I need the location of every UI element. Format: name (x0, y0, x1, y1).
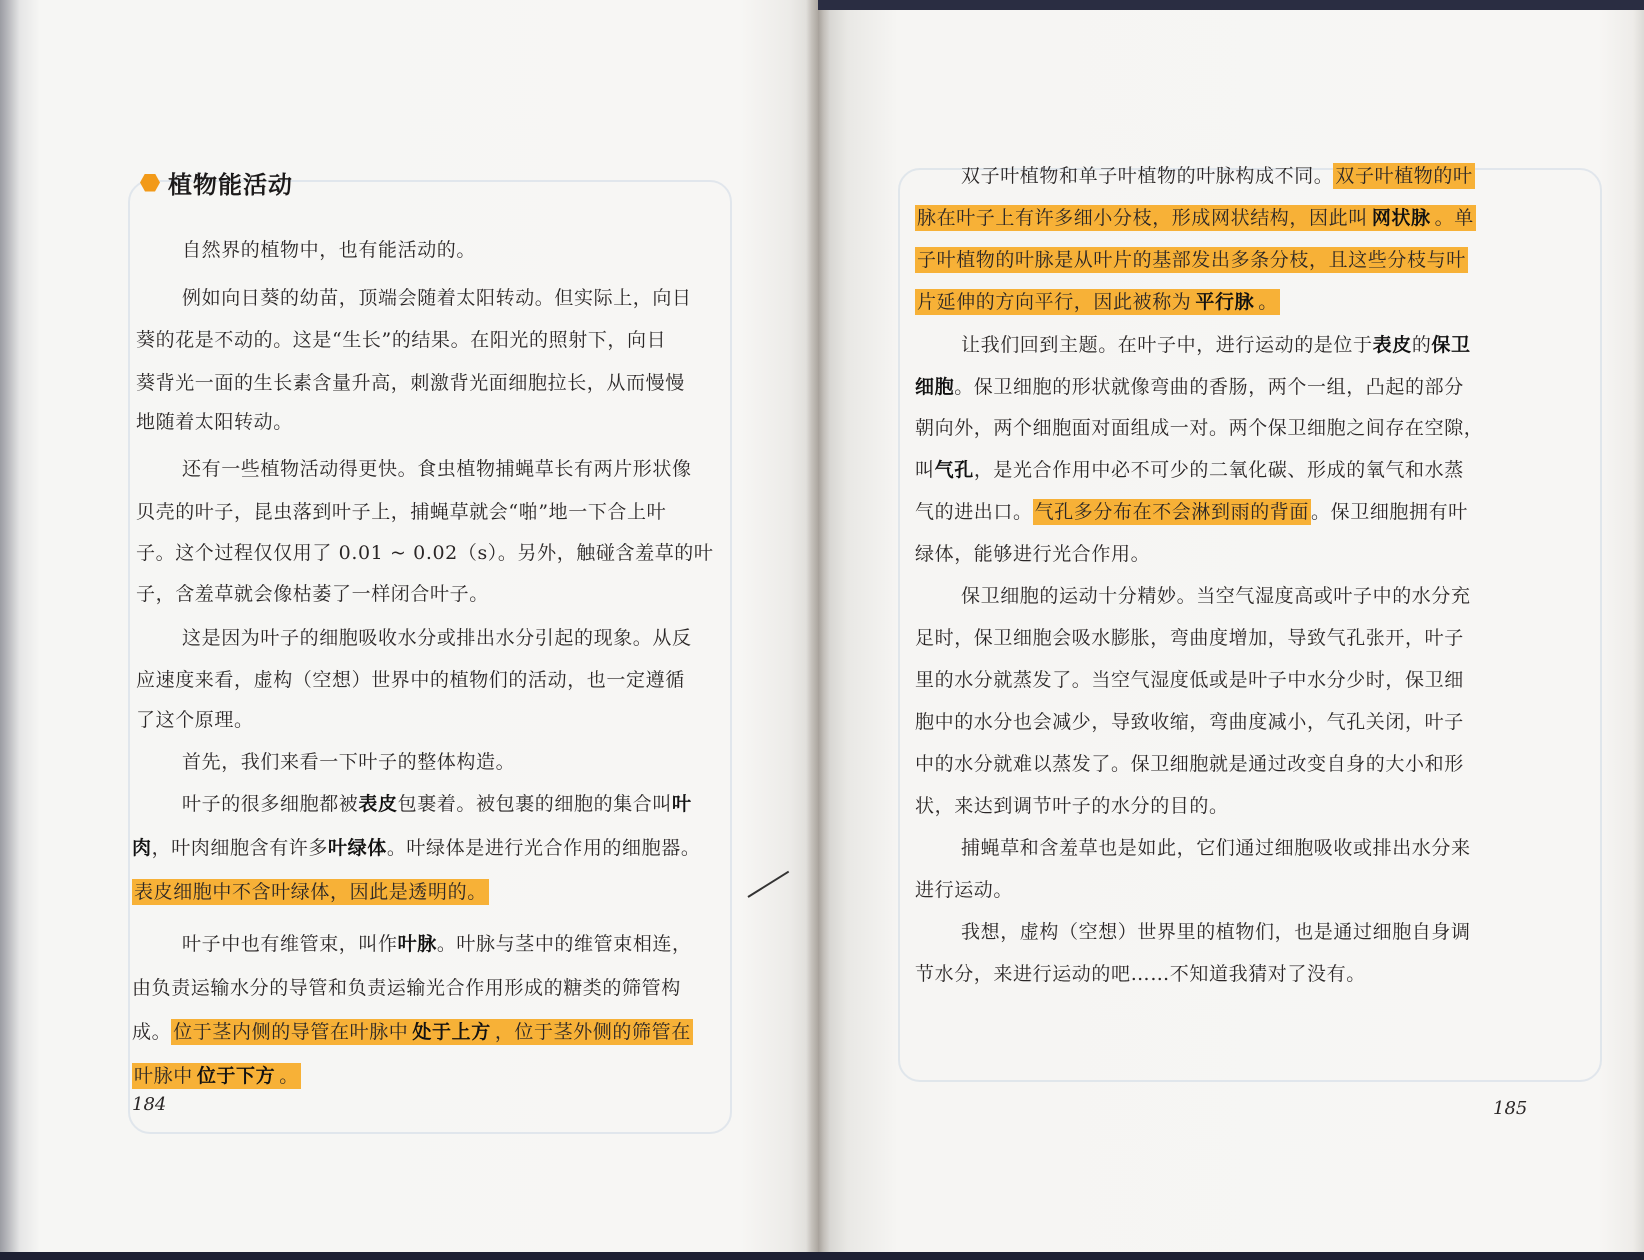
highlighted-text: ，位于茎外侧的筛管在 (494, 1021, 691, 1043)
text-segment: 胞中的水分也会减少，导致收缩，弯曲度减小，气孔关闭，叶子 (915, 711, 1464, 733)
text-line (182, 452, 692, 486)
text-segment: ，是光合作用中必不可少的二氧化碳、形成的氧气和水蒸 (973, 459, 1464, 481)
text-segment: 子，含羞草就会像枯萎了一样闭合叶子。 (136, 583, 489, 605)
text-line (961, 159, 1475, 193)
text-line (915, 663, 1464, 697)
text-segment: 状，来达到调节叶子的水分的目的。 (915, 795, 1229, 817)
text-segment: 气的进出口。 (915, 501, 1033, 523)
text-segment: 地随着太阳转动。 (136, 411, 293, 433)
text-segment: 葵背光一面的生长素含量升高，刺激背光面细胞拉长，从而慢慢 (136, 372, 685, 394)
text-line (182, 621, 692, 655)
text-segment: 双子叶植物和单子叶植物的叶脉构成不同。 (961, 165, 1334, 187)
book-top-edge (818, 0, 1644, 10)
text-segment: 绿体，能够进行光合作用。 (915, 543, 1151, 565)
highlighted-text: 处于上方 (412, 1021, 491, 1043)
text-segment: 我想，虚构（空想）世界里的植物们，也是通过细胞自身调 (961, 921, 1471, 943)
text-segment: 足时，保卫细胞会吸水膨胀，弯曲度增加，导致气孔张开，叶子 (915, 627, 1464, 649)
text-segment: 应速度来看，虚构（空想）世界中的植物们的活动，也一定遵循 (136, 669, 685, 691)
text-segment: 自然界的植物中，也有能活动的。 (182, 239, 477, 261)
text-line (132, 831, 700, 865)
bold-term: 细胞 (915, 376, 955, 398)
text-segment: 包裹着。被包裹的细胞的集合叫 (397, 793, 673, 815)
highlighted-text: 。 (1258, 291, 1278, 313)
text-line (961, 579, 1471, 613)
text-line (132, 971, 681, 1005)
text-segment: 里的水分就蒸发了。当空气湿度低或是叶子中水分少时，保卫细 (915, 669, 1464, 691)
text-segment: 的 (1411, 334, 1432, 356)
text-segment: 成。 (132, 1021, 172, 1043)
bold-term: 叶 (672, 793, 692, 815)
text-segment: 葵的花是不动的。这是“生长”的结果。在阳光的照射下，向日 (136, 329, 667, 351)
text-segment: 由负责运输水分的导管和负责运输光合作用形成的糖类的筛管构 (132, 977, 681, 999)
text-segment: ，叶肉细胞含有许多 (151, 837, 329, 859)
text-line (182, 787, 692, 821)
section-title: 植物能活动 (168, 171, 293, 199)
left-page-number: 184 (132, 1094, 167, 1115)
text-line (915, 201, 1476, 235)
highlighted-text: 位于下方 (196, 1065, 276, 1087)
text-segment: 了这个原理。 (136, 709, 254, 731)
text-segment: 还有一些植物活动得更快。食虫植物捕蝇草长有两片形状像 (182, 458, 692, 480)
highlighted-text: 气孔多分布在不会淋到雨的背面 (1034, 501, 1310, 523)
text-line (915, 747, 1464, 781)
section-heading (140, 165, 293, 200)
highlighted-text: 叶脉中 (134, 1065, 193, 1087)
text-line (136, 405, 293, 439)
text-segment: 中的水分就难以蒸发了。保卫细胞就是通过改变自身的大小和形 (915, 753, 1464, 775)
text-segment: 捕蝇草和含羞草也是如此，它们通过细胞吸收或排出水分来 (961, 837, 1471, 859)
highlighted-text: 。单 (1434, 207, 1474, 229)
text-line (132, 875, 489, 909)
text-line (915, 453, 1464, 487)
highlighted-text: 子叶植物的叶脉是从叶片的基部发出多条分枝，且这些分枝与叶 (917, 249, 1466, 271)
right-page (818, 0, 1644, 1252)
text-line (915, 411, 1483, 445)
left-page (0, 0, 818, 1252)
text-segment: 。保卫细胞拥有叶 (1311, 501, 1468, 523)
highlighted-text: 网状脉 (1371, 207, 1431, 229)
text-segment: 叶子中也有维管束，叫作 (182, 933, 398, 955)
text-segment: 叫 (915, 459, 935, 481)
highlighted-text: 表皮细胞中不含叶绿体，因此是透明的。 (134, 881, 487, 903)
text-segment: 叶子的很多细胞都被 (182, 793, 359, 815)
text-line (915, 705, 1464, 739)
bold-term: 表皮 (358, 793, 398, 815)
text-segment: 子。这个过程仅仅用了 0.01 ~ 0.02（s）。另外，触碰含羞草的叶 (136, 542, 714, 564)
text-line (915, 957, 1366, 991)
text-line (182, 745, 515, 779)
text-segment: 贝壳的叶子，昆虫落到叶子上，捕蝇草就会“啪”地一下合上叶 (136, 501, 667, 523)
text-line (961, 915, 1471, 949)
text-line (182, 233, 476, 267)
text-segment: 朝向外，两个细胞面对面组成一对。两个保卫细胞之间存在空隙， (915, 417, 1484, 439)
text-line (136, 323, 666, 357)
text-segment: 。叶脉与茎中的维管束相连， (436, 933, 692, 955)
text-segment: 首先，我们来看一下叶子的整体构造。 (182, 751, 516, 773)
text-line (961, 328, 1471, 362)
highlighted-text: 平行脉 (1195, 291, 1255, 313)
text-line (182, 927, 692, 961)
bold-term: 表皮 (1372, 334, 1412, 356)
text-segment: 。保卫细胞的形状就像弯曲的香肠，两个一组，凸起的部分 (954, 376, 1464, 398)
book-bottom-edge (0, 1252, 1644, 1260)
bold-term: 气孔 (934, 459, 974, 481)
text-segment: 让我们回到主题。在叶子中，进行运动的是位于 (961, 334, 1373, 356)
text-line (136, 703, 254, 737)
text-line (182, 281, 692, 315)
text-line (915, 537, 1150, 571)
text-line (136, 577, 489, 611)
text-line (136, 495, 666, 529)
highlighted-text: 位于茎内侧的导管在叶脉中 (173, 1021, 409, 1043)
text-line (915, 243, 1468, 277)
text-line (915, 789, 1229, 823)
text-segment: 保卫细胞的运动十分精妙。当空气湿度高或叶子中的水分充 (961, 585, 1471, 607)
text-segment: 例如向日葵的幼苗，顶端会随着太阳转动。但实际上，向日 (182, 287, 692, 309)
bold-term: 叶脉 (397, 933, 437, 955)
text-line (132, 1015, 693, 1049)
text-line (915, 495, 1468, 529)
text-line (915, 621, 1464, 655)
text-line (132, 1059, 301, 1093)
hexagon-bullet-icon (140, 174, 160, 192)
text-line (136, 536, 714, 570)
right-page-number: 185 (1493, 1098, 1528, 1119)
highlighted-text: 片延伸的方向平行，因此被称为 (917, 291, 1192, 313)
bold-term: 保卫 (1431, 334, 1471, 356)
text-segment: 。叶绿体是进行光合作用的细胞器。 (386, 837, 701, 859)
text-line (136, 366, 685, 400)
highlighted-text: 双子叶植物的叶 (1335, 165, 1473, 187)
text-line (915, 285, 1280, 319)
book-spine-shadow (806, 0, 830, 1252)
bold-term: 叶绿体 (328, 837, 387, 859)
text-segment: 进行运动。 (915, 879, 1014, 901)
text-line (915, 370, 1464, 404)
highlighted-text: 脉在叶子上有许多细小分枝，形成网状结构，因此叫 (917, 207, 1368, 229)
text-line (915, 873, 1013, 907)
text-line (136, 663, 685, 697)
text-line (961, 831, 1471, 865)
highlighted-text: 。 (279, 1065, 299, 1087)
text-segment: 这是因为叶子的细胞吸收水分或排出水分引起的现象。从反 (182, 627, 692, 649)
text-segment: 节水分，来进行运动的吧……不知道我猜对了没有。 (915, 963, 1366, 985)
bold-term: 肉 (132, 837, 152, 859)
